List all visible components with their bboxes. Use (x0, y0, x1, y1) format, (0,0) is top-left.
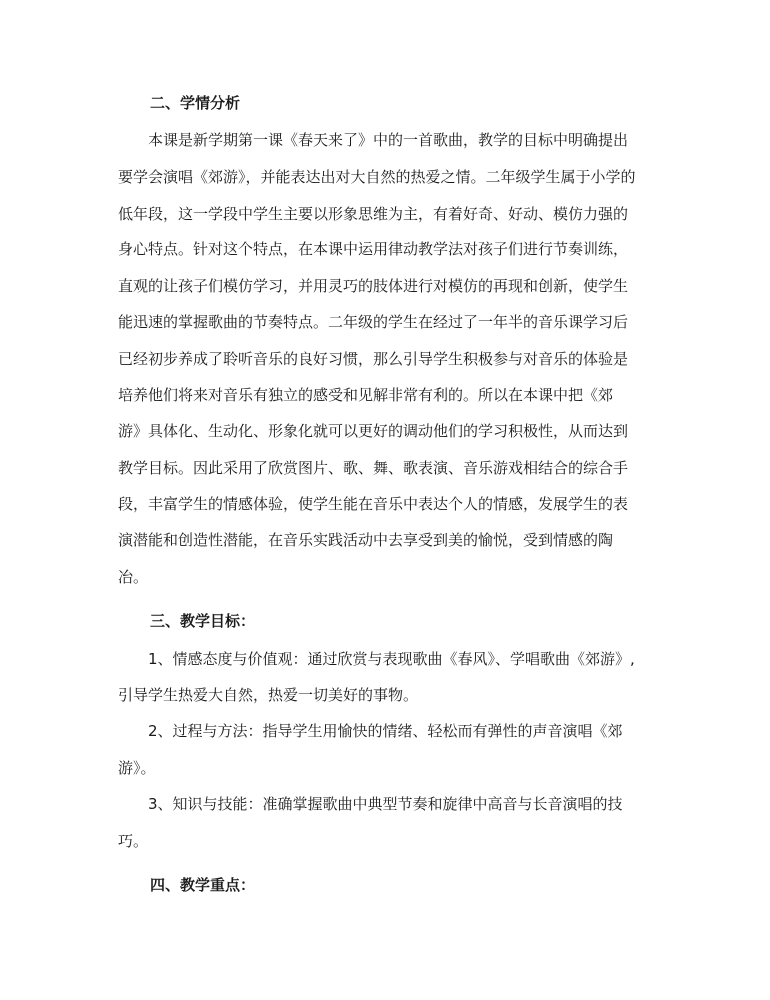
goal-line: 1、情感态度与价值观：通过欣赏与表现歌曲《春风》、学唱歌曲《郊游》, (148, 650, 635, 668)
paragraph-line: 段，丰富学生的情感体验，使学生能在音乐中表达个人的情感，发展学生的表 (118, 495, 629, 513)
paragraph-line: 教学目标。因此采用了欣赏图片、歌、舞、歌表演、音乐游戏相结合的综合手 (118, 459, 629, 477)
paragraph-line: 低年段，这一学段中学生主要以形象思维为主，有着好奇、好动、模仿力强的 (118, 205, 629, 223)
goal-line: 巧。 (118, 832, 149, 850)
paragraph-line: 冶。 (118, 568, 149, 586)
section-heading-teaching-goals: 三、教学目标： (150, 612, 256, 630)
paragraph-line: 身心特点。针对这个特点，在本课中运用律动教学法对孩子们进行节奏训练， (118, 240, 629, 258)
goal-line: 3、知识与技能：准确掌握歌曲中典型节奏和旋律中高音与长音演唱的技 (148, 795, 623, 813)
paragraph-line: 本课是新学期第一课《春天来了》中的一首歌曲，教学的目标中明确提出 (148, 131, 629, 149)
paragraph-line: 已经初步养成了聆听音乐的良好习惯，那么引导学生积极参与对音乐的体验是 (118, 350, 629, 368)
paragraph-line: 要学会演唱《郊游》，并能表达出对大自然的热爱之情。二年级学生属于小学的 (118, 168, 636, 186)
paragraph-line: 游》具体化、生动化、形象化就可以更好的调动他们的学习积极性，从而达到 (118, 422, 629, 440)
section-heading-learning-analysis: 二、学情分析 (150, 94, 241, 112)
paragraph-line: 能迅速的掌握歌曲的节奏特点。二年级的学生在经过了一年半的音乐课学习后 (118, 313, 629, 331)
paragraph-line: 演潜能和创造性潜能，在音乐实践活动中去享受到美的愉悦，受到情感的陶 (118, 531, 614, 549)
goal-line: 游》。 (118, 759, 156, 777)
paragraph-line: 培养他们将来对音乐有独立的感受和见解非常有利的。所以在本课中把《郊 (118, 386, 614, 404)
goal-line: 2、过程与方法：指导学生用愉快的情绪、轻松而有弹性的声音演唱《郊 (148, 722, 623, 740)
section-heading-teaching-focus: 四、教学重点： (150, 876, 256, 894)
goal-line: 引导学生热爱大自然，热爱一切美好的事物。 (118, 686, 419, 704)
paragraph-line: 直观的让孩子们模仿学习，并用灵巧的肢体进行对模仿的再现和创新，使学生 (118, 277, 629, 295)
